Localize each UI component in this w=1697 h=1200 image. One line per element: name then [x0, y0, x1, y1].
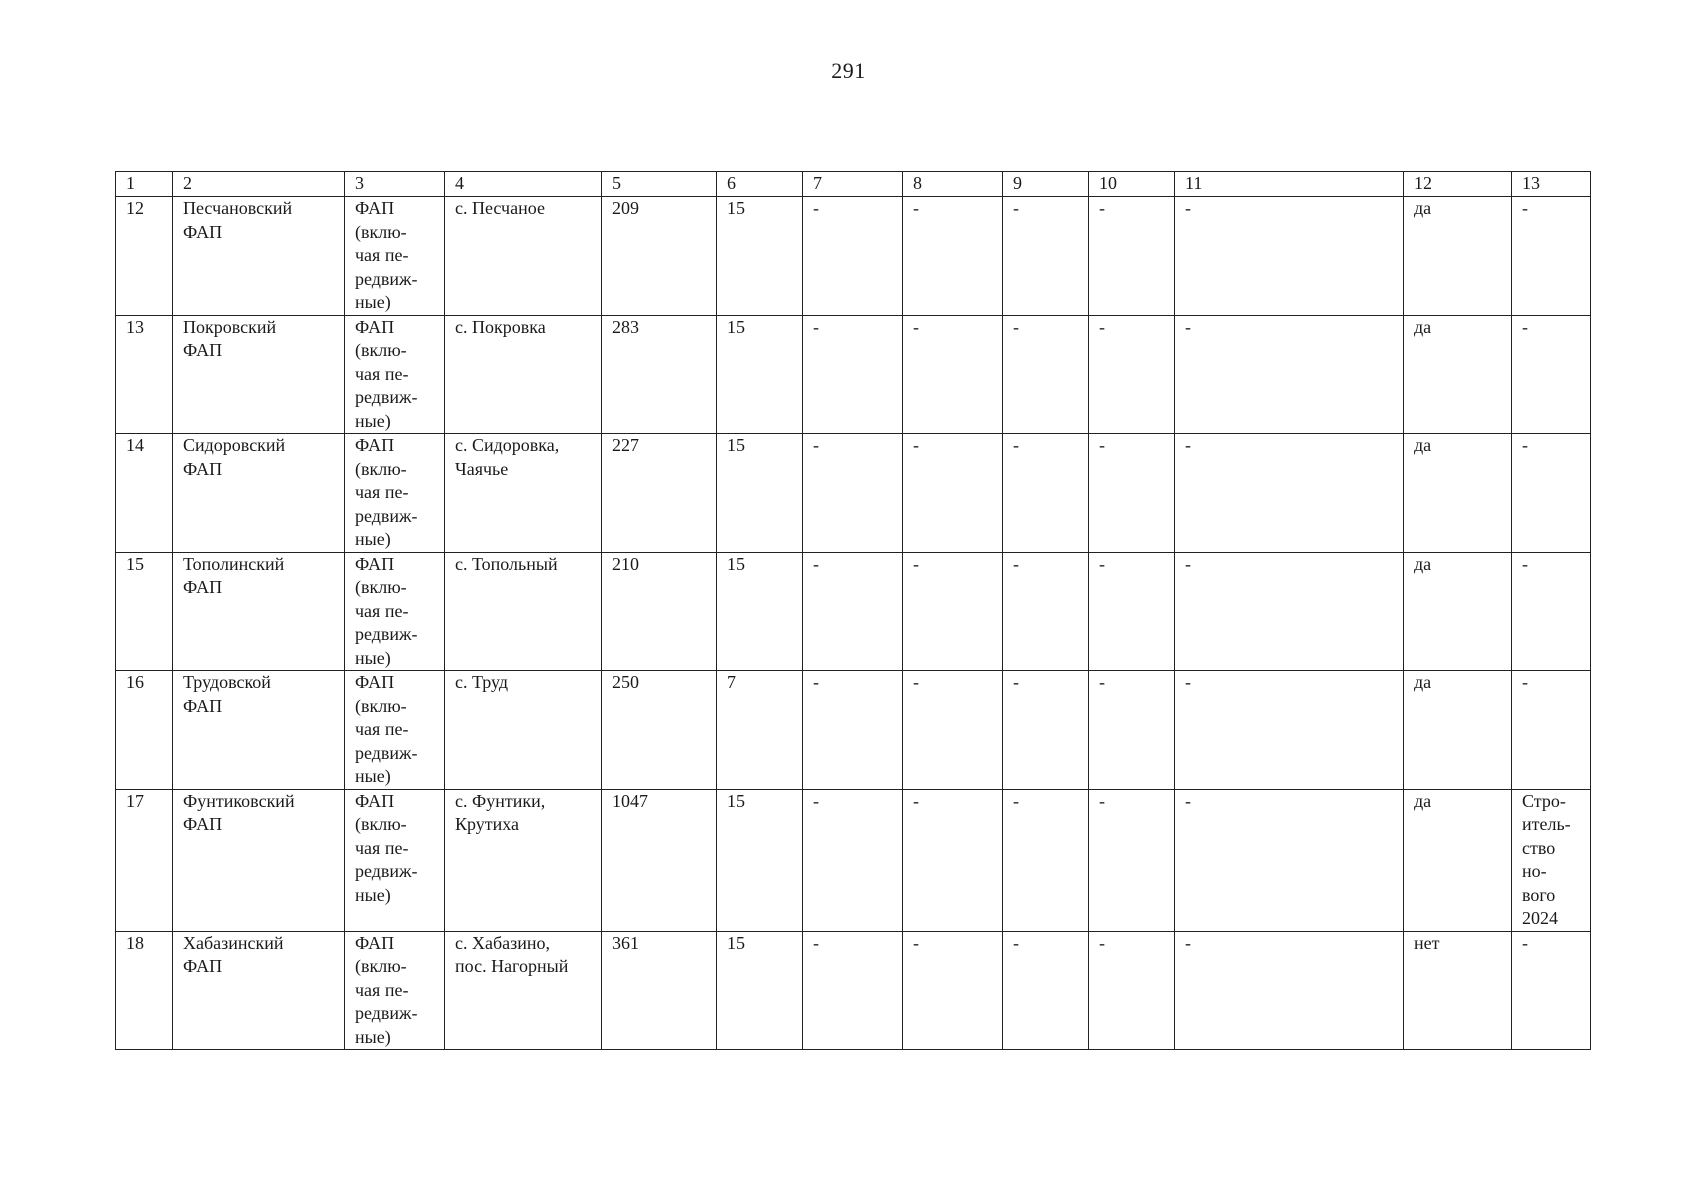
- table-cell: -: [803, 671, 903, 790]
- column-header: 5: [602, 172, 717, 197]
- table-cell: да: [1404, 315, 1512, 434]
- facility-name: Сидоровский ФАП: [173, 434, 345, 553]
- table-cell: -: [1089, 931, 1175, 1050]
- table-cell: -: [1175, 315, 1404, 434]
- column-header: 7: [803, 172, 903, 197]
- facility-type: ФАП (вклю- чая пе- редвиж- ные): [345, 671, 445, 790]
- table-cell: -: [1089, 789, 1175, 931]
- table-cell: 15: [717, 931, 803, 1050]
- facility-type: ФАП (вклю- чая пе- редвиж- ные): [345, 789, 445, 931]
- table-cell: -: [1175, 931, 1404, 1050]
- table-cell: -: [803, 197, 903, 316]
- table-cell: -: [803, 434, 903, 553]
- facility-name: Фунтиковский ФАП: [173, 789, 345, 931]
- row-number: 15: [116, 552, 173, 671]
- settlement: с. Песчаное: [445, 197, 602, 316]
- table-cell: -: [1175, 197, 1404, 316]
- table-cell: -: [1089, 315, 1175, 434]
- table-cell: 15: [717, 315, 803, 434]
- table-cell: -: [1512, 671, 1591, 790]
- table-row: [116, 552, 1591, 671]
- table-cell: 15: [717, 789, 803, 931]
- table-cell: -: [1003, 197, 1089, 316]
- table-cell: Стро- итель- ство но- вого 2024: [1512, 789, 1591, 931]
- row-number: 14: [116, 434, 173, 553]
- column-header: 12: [1404, 172, 1512, 197]
- table-cell: -: [1089, 197, 1175, 316]
- facility-type: ФАП (вклю- чая пе- редвиж- ные): [345, 434, 445, 553]
- table-cell: 210: [602, 552, 717, 671]
- table-cell: -: [803, 931, 903, 1050]
- facility-name: Покровский ФАП: [173, 315, 345, 434]
- row-number: 17: [116, 789, 173, 931]
- table-cell: да: [1404, 434, 1512, 553]
- table-cell: -: [1089, 552, 1175, 671]
- table-cell: 209: [602, 197, 717, 316]
- row-number: 12: [116, 197, 173, 316]
- table-cell: -: [903, 434, 1003, 553]
- settlement: с. Хабазино, пос. Нагорный: [445, 931, 602, 1050]
- table-cell: да: [1404, 789, 1512, 931]
- table-cell: -: [1512, 197, 1591, 316]
- settlement: с. Фунтики, Крутиха: [445, 789, 602, 931]
- table-cell: -: [1175, 789, 1404, 931]
- table-cell: 1047: [602, 789, 717, 931]
- table-row: [116, 789, 1591, 931]
- table-cell: -: [903, 931, 1003, 1050]
- table-cell: да: [1404, 671, 1512, 790]
- table-cell: -: [803, 315, 903, 434]
- facility-name: Хабазинский ФАП: [173, 931, 345, 1050]
- table-cell: -: [1003, 315, 1089, 434]
- table-cell: -: [1003, 931, 1089, 1050]
- table-cell: 15: [717, 552, 803, 671]
- table-cell: -: [903, 789, 1003, 931]
- table-row: [116, 434, 1591, 553]
- settlement: с. Сидоровка, Чаячье: [445, 434, 602, 553]
- row-number: 18: [116, 931, 173, 1050]
- table-cell: -: [1003, 789, 1089, 931]
- table-row: [116, 931, 1591, 1050]
- facility-type: ФАП (вклю- чая пе- редвиж- ные): [345, 315, 445, 434]
- table-cell: нет: [1404, 931, 1512, 1050]
- table-cell: 361: [602, 931, 717, 1050]
- settlement: с. Топольный: [445, 552, 602, 671]
- table-cell: -: [1003, 434, 1089, 553]
- table-cell: 7: [717, 671, 803, 790]
- table-cell: -: [1175, 671, 1404, 790]
- column-header: 2: [173, 172, 345, 197]
- settlement: с. Труд: [445, 671, 602, 790]
- table-cell: да: [1404, 552, 1512, 671]
- table-cell: -: [1175, 552, 1404, 671]
- table-cell: 283: [602, 315, 717, 434]
- settlement: с. Покровка: [445, 315, 602, 434]
- table-cell: 227: [602, 434, 717, 553]
- table-cell: -: [1512, 931, 1591, 1050]
- table-cell: -: [803, 789, 903, 931]
- column-header: 10: [1089, 172, 1175, 197]
- column-number-row: [116, 172, 1591, 197]
- table-row: [116, 315, 1591, 434]
- facility-type: ФАП (вклю- чая пе- редвиж- ные): [345, 552, 445, 671]
- column-header: 8: [903, 172, 1003, 197]
- table-cell: -: [903, 671, 1003, 790]
- facilities-table: [115, 171, 1591, 1050]
- column-header: 3: [345, 172, 445, 197]
- page-number: 291: [831, 58, 866, 83]
- column-header: 13: [1512, 172, 1591, 197]
- facility-name: Песчановский ФАП: [173, 197, 345, 316]
- table-cell: -: [1089, 434, 1175, 553]
- table-row: [116, 197, 1591, 316]
- facility-name: Тополинский ФАП: [173, 552, 345, 671]
- column-header: 11: [1175, 172, 1404, 197]
- facility-type: ФАП (вклю- чая пе- редвиж- ные): [345, 931, 445, 1050]
- table-cell: -: [1512, 315, 1591, 434]
- table-cell: -: [803, 552, 903, 671]
- column-header: 9: [1003, 172, 1089, 197]
- table-cell: -: [1512, 434, 1591, 553]
- table-cell: -: [903, 197, 1003, 316]
- table-cell: 15: [717, 197, 803, 316]
- table-cell: да: [1404, 197, 1512, 316]
- table-cell: -: [1175, 434, 1404, 553]
- table-cell: -: [1003, 671, 1089, 790]
- table-cell: 15: [717, 434, 803, 553]
- table-cell: -: [903, 552, 1003, 671]
- column-header: 6: [717, 172, 803, 197]
- column-header: 1: [116, 172, 173, 197]
- table-cell: -: [903, 315, 1003, 434]
- table-cell: -: [1512, 552, 1591, 671]
- table-cell: -: [1003, 552, 1089, 671]
- facility-name: Трудовской ФАП: [173, 671, 345, 790]
- table-cell: -: [1089, 671, 1175, 790]
- row-number: 13: [116, 315, 173, 434]
- column-header: 4: [445, 172, 602, 197]
- facility-type: ФАП (вклю- чая пе- редвиж- ные): [345, 197, 445, 316]
- table-cell: 250: [602, 671, 717, 790]
- table-row: [116, 671, 1591, 790]
- row-number: 16: [116, 671, 173, 790]
